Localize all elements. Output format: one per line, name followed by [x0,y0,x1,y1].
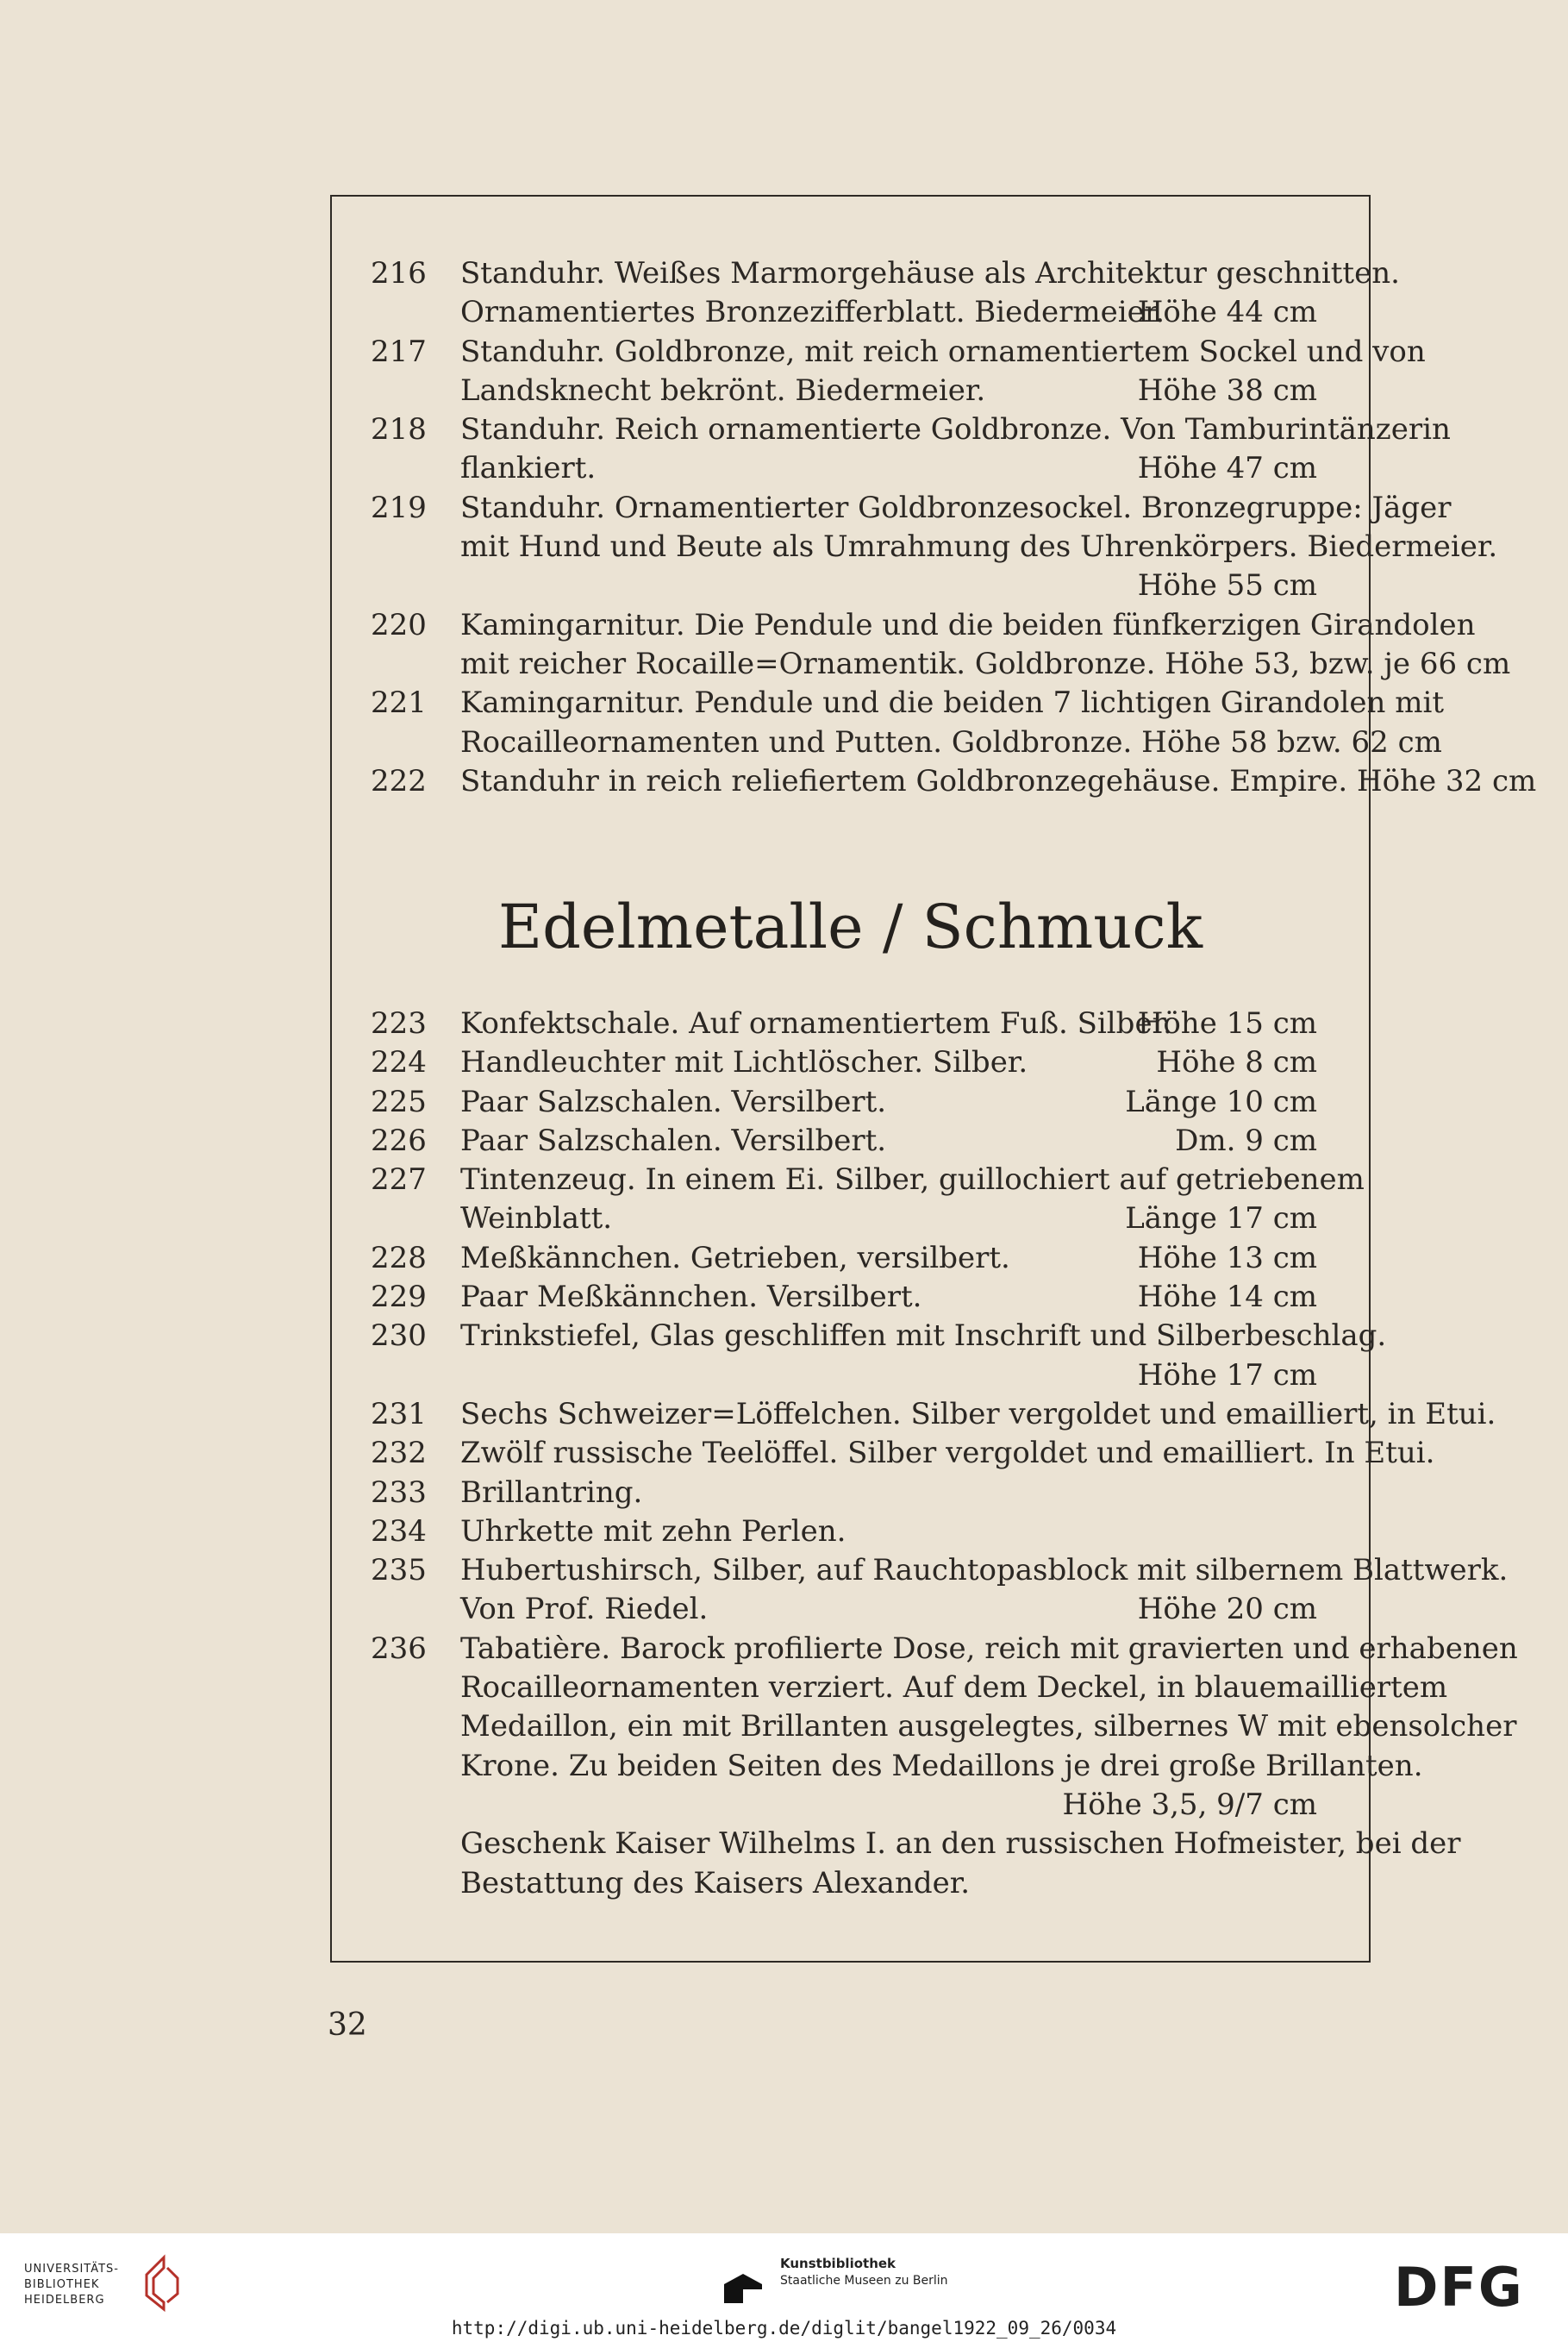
entry-line: Tabatière. Barock profilierte Dose, reich mit gravierten und erhabenen [460,1631,1518,1666]
entry-line [460,293,1317,332]
entry-text [460,1630,1518,1903]
entry-number: 227 [371,1162,427,1198]
entry-text [460,1043,1317,1082]
entry-measurement: Höhe 38 cm [1137,373,1317,408]
entry-measurement: Dm. 9 cm [1175,1123,1317,1158]
entry-line [460,1005,1317,1043]
entry-text [460,1474,1317,1512]
entry-description: Brillantring. [460,1475,643,1510]
entry-description: Paar Salzschalen. Versilbert. [460,1123,887,1158]
entry-text [460,684,1444,762]
entry-text [460,1161,1365,1239]
university-logo-icon [138,2252,190,2314]
entry-line [460,1083,1317,1122]
entry-number: 221 [371,686,427,721]
entry-line: Standuhr. Ornamentierter Goldbronzesockel. Bronzegruppe: Jäger [460,490,1452,525]
entry-description: Trinkstiefel, Glas geschliffen mit Inschrift und Silberbeschlag. [460,1318,1387,1354]
entry-number: 222 [371,763,427,798]
entry-measurement: Länge 10 cm [1125,1084,1317,1119]
entry-number: 232 [371,1436,427,1471]
entry-line [460,1356,1317,1395]
entry-description: Landsknecht bekrönt. Biedermeier. [460,373,986,408]
entry-number: 233 [371,1475,427,1510]
entry-line: Kamingarnitur. Die Pendule und die beiden fünfkerzigen Girandolen [460,607,1476,642]
entry-line [460,567,1317,605]
page-number: 32 [328,2007,367,2043]
entry-line: Standuhr. Goldbronze, mit reich ornamentiertem Sockel und von [460,334,1426,369]
entry-number: 216 [371,256,427,291]
entry-line [460,1199,1317,1238]
entry-text [460,1122,1317,1161]
entry-measurement: Höhe 55 cm [1137,568,1317,604]
entry-text [460,410,1451,489]
entry-measurement: Höhe 13 cm [1137,1240,1317,1275]
entry-number: 235 [371,1553,427,1588]
university-line: BIBLIOTHEK [24,2278,100,2291]
entry-description: Weinblatt. [460,1201,613,1237]
entry-number: 236 [371,1631,427,1666]
entry-line [460,1122,1317,1161]
entry-text [460,1512,1317,1551]
entry-number: 218 [371,412,427,448]
entry-description: Paar Meßkännchen. Versilbert. [460,1280,922,1315]
entry-measurement: Höhe 14 cm [1137,1280,1317,1315]
entry-line: Medaillon, ein mit Brillanten ausgelegtes, silbernes W mit ebensolcher [460,1709,1517,1744]
entry-line: Rocailleornamenten verziert. Auf dem Deckel, in blauemailliertem [460,1670,1448,1706]
entry-line: Standuhr in reich reliefiertem Goldbronzegehäuse. Empire. Höhe 32 cm [460,763,1537,798]
entry-line: Zwölf russische Teelöffel. Silber vergoldet und emailliert. In Etui. [460,1436,1435,1471]
source-url[interactable]: http://digi.ub.uni-heidelberg.de/diglit/bangel1922_09_26/0034 [451,2318,1117,2339]
library-name: Kunstbibliothek [780,2256,896,2271]
entry-line: Hubertushirsch, Silber, auf Rauchtopasblock mit silbernem Blattwerk. [460,1553,1509,1588]
entry-line: Standuhr. Reich ornamentierte Goldbronze. Von Tamburintänzerin [460,412,1451,448]
entry-description: Uhrkette mit zehn Perlen. [460,1513,846,1549]
entry-number: 225 [371,1084,427,1119]
entry-line [460,1590,1317,1629]
entry-line [460,1474,1317,1512]
entry-line: Rocailleornamenten und Putten. Goldbronze. Höhe 58 bzw. 62 cm [460,724,1442,760]
entry-text [460,606,1511,685]
entry-measurement: Höhe 20 cm [1137,1592,1317,1627]
entry-text [460,333,1426,411]
entry-line [460,1512,1317,1551]
entry-text [460,1239,1317,1278]
entry-line: mit Hund und Beute als Umrahmung des Uhrenkörpers. Biedermeier. [460,529,1498,565]
entry-line [460,1239,1317,1278]
entry-text [460,762,1537,801]
entry-measurement: Höhe 44 cm [1137,295,1317,330]
entry-measurement: Höhe 8 cm [1156,1045,1317,1080]
entry-number: 229 [371,1280,427,1315]
entry-number: 226 [371,1123,427,1158]
entry-description: Paar Salzschalen. Versilbert. [460,1084,887,1119]
entry-measurement: Höhe 17 cm [1137,1357,1317,1393]
entry-line [460,1043,1317,1082]
entry-line [460,449,1317,488]
entry-description: flankiert. [460,451,597,486]
entry-description: Ornamentiertes Bronzezifferblatt. Biedermeier. [460,295,1165,330]
entry-number: 220 [371,607,427,642]
entry-text [460,254,1400,333]
entry-description: Konfektschale. Auf ornamentiertem Fuß. Silber. [460,1006,1172,1041]
entry-description: Handleuchter mit Lichtlöscher. Silber. [460,1045,1028,1080]
entry-line: Standuhr. Weißes Marmorgehäuse als Architektur geschnitten. [460,256,1400,291]
entry-number: 234 [371,1513,427,1549]
entry-text [460,489,1498,606]
university-line: UNIVERSITÄTS- [24,2263,119,2276]
entry-line [460,1864,1317,1903]
entry-line: Sechs Schweizer=Löffelchen. Silber vergoldet und emailliert, in Etui. [460,1397,1496,1431]
entry-measurement: Länge 17 cm [1125,1201,1317,1237]
entry-description: Meßkännchen. Getrieben, versilbert. [460,1240,1010,1275]
entry-number: 223 [371,1006,427,1041]
university-line: HEIDELBERG [24,2294,105,2307]
entry-text [460,1434,1435,1473]
entry-line [460,1786,1317,1825]
library-subtitle: Staatliche Museen zu Berlin [780,2274,948,2288]
entry-line: mit reicher Rocaille=Ornamentik. Goldbronze. Höhe 53, bzw. je 66 cm [460,646,1511,681]
entry-line [460,1747,1423,1786]
kunstbibliothek-label [780,2255,948,2289]
entry-text [460,1005,1317,1043]
kunstbibliothek-logo-icon [717,2255,769,2307]
entry-measurement: Höhe 47 cm [1137,451,1317,486]
entry-line [460,1317,1387,1356]
entry-text [460,1083,1317,1122]
entry-measurement: Höhe 15 cm [1137,1006,1317,1041]
section-title: Edelmetalle / Schmuck [498,892,1203,962]
dfg-logo: DFG [1394,2256,1524,2319]
entry-number: 217 [371,334,427,369]
entry-number: 224 [371,1045,427,1080]
entry-line [460,1278,1317,1317]
entry-description: Krone. Zu beiden Seiten des Medaillons je drei große Brillanten. [460,1748,1423,1783]
entry-number: 219 [371,490,427,525]
entry-number: 230 [371,1318,427,1354]
entry-number: 231 [371,1397,427,1431]
entry-line: Geschenk Kaiser Wilhelms I. an den russischen Hofmeister, bei der [460,1826,1461,1862]
university-library-logo-text [24,2262,119,2308]
entry-text [460,1395,1496,1434]
entry-line: Tintenzeug. In einem Ei. Silber, guillochiert auf getriebenem [460,1162,1365,1198]
entry-number: 228 [371,1240,427,1275]
entry-measurement: Höhe 3,5, 9/7 cm [1062,1787,1317,1822]
entry-text [460,1278,1317,1317]
entry-text [460,1317,1387,1395]
entry-line: Kamingarnitur. Pendule und die beiden 7 lichtigen Girandolen mit [460,686,1444,721]
entry-text [460,1551,1509,1630]
entry-description: Bestattung des Kaisers Alexander. [460,1865,971,1900]
entry-description: Von Prof. Riedel. [460,1592,709,1627]
entry-line [460,372,1317,410]
